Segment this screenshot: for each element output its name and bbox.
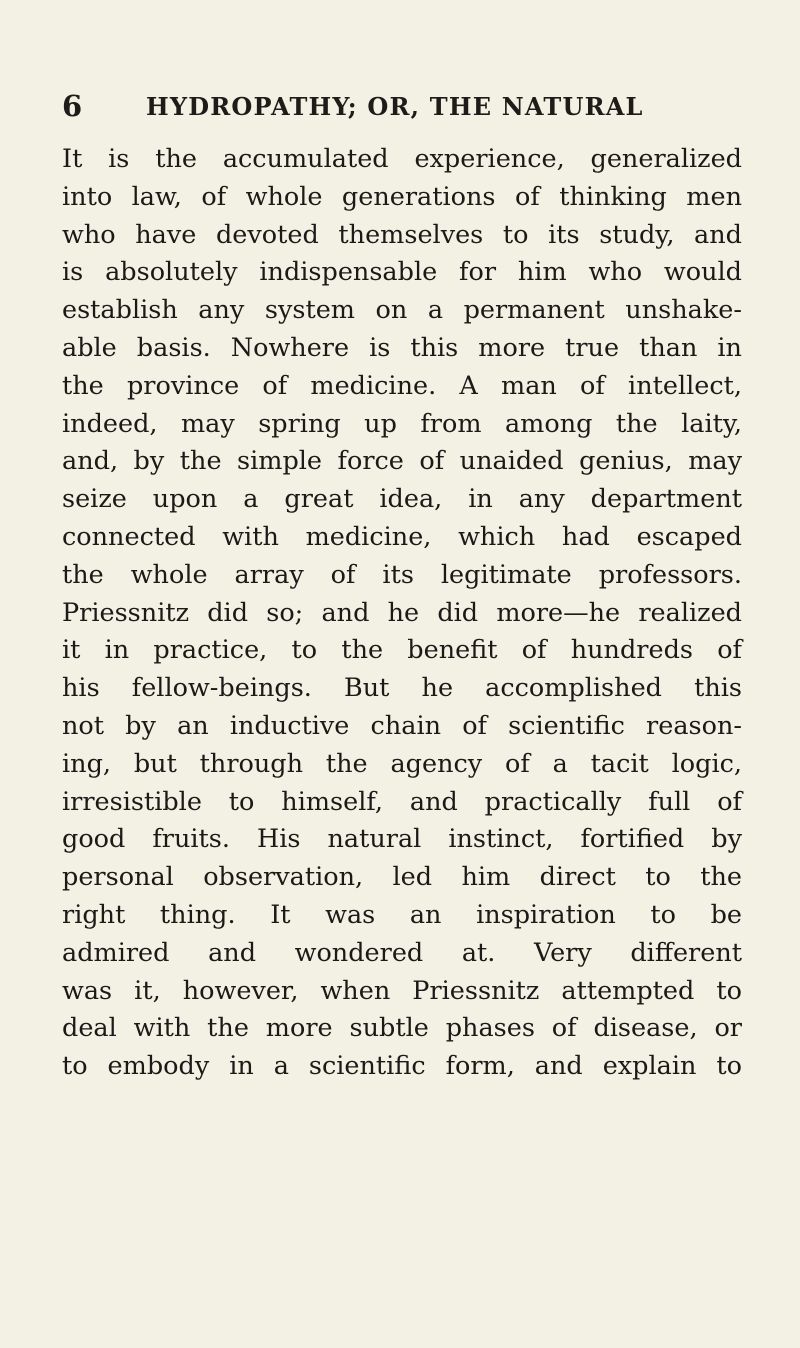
text-line: indeed, may spring up from among the laity, (62, 408, 742, 439)
body-text (62, 141, 742, 1086)
text-line: the whole array of its legitimate professors. (62, 559, 742, 590)
text-line: connected with medicine, which had escaped (62, 521, 742, 552)
text-line: it in practice, to the benefit of hundreds of (62, 635, 742, 666)
text-line: Priessnitz did so; and he did more—he realized (62, 597, 742, 628)
text-line: who have devoted themselves to its study, and (62, 219, 742, 250)
text-line: admired and wondered at. Very different (62, 937, 742, 968)
text-line: right thing. It was an inspiration to be (62, 899, 742, 930)
text-line: his fellow-beings. But he accomplished this (62, 673, 742, 704)
text-line: seize upon a great idea, in any department (62, 484, 742, 515)
running-head: HYDROPATHY; OR, THE NATURAL (146, 92, 644, 121)
text-line: and, by the simple force of unaided genius, may (62, 446, 742, 477)
text-line: establish any system on a permanent unshake- (62, 295, 742, 326)
text-line: to embody in a scientific form, and explain to (62, 1051, 742, 1082)
text-line: irresistible to himself, and practically full of (62, 786, 742, 817)
text-line: is absolutely indispensable for him who would (62, 257, 742, 288)
text-line: able basis. Nowhere is this more true than in (62, 332, 742, 363)
text-line: ing, but through the agency of a tacit logic, (62, 748, 742, 779)
page-number: 6 (62, 89, 83, 123)
text-line: not by an inductive chain of scientific reason- (62, 710, 742, 741)
text-line: into law, of whole generations of thinking men (62, 181, 742, 212)
text-line: deal with the more subtle phases of disease, or (62, 1013, 742, 1044)
text-line: good fruits. His natural instinct, fortified by (62, 824, 742, 855)
text-line: It is the accumulated experience, generalized (62, 144, 742, 174)
text-line: personal observation, led him direct to the (62, 862, 742, 893)
page-header (62, 89, 752, 129)
text-line: the province of medicine. A man of intellect, (62, 370, 742, 401)
text-line: was it, however, when Priessnitz attempted to (62, 975, 742, 1006)
